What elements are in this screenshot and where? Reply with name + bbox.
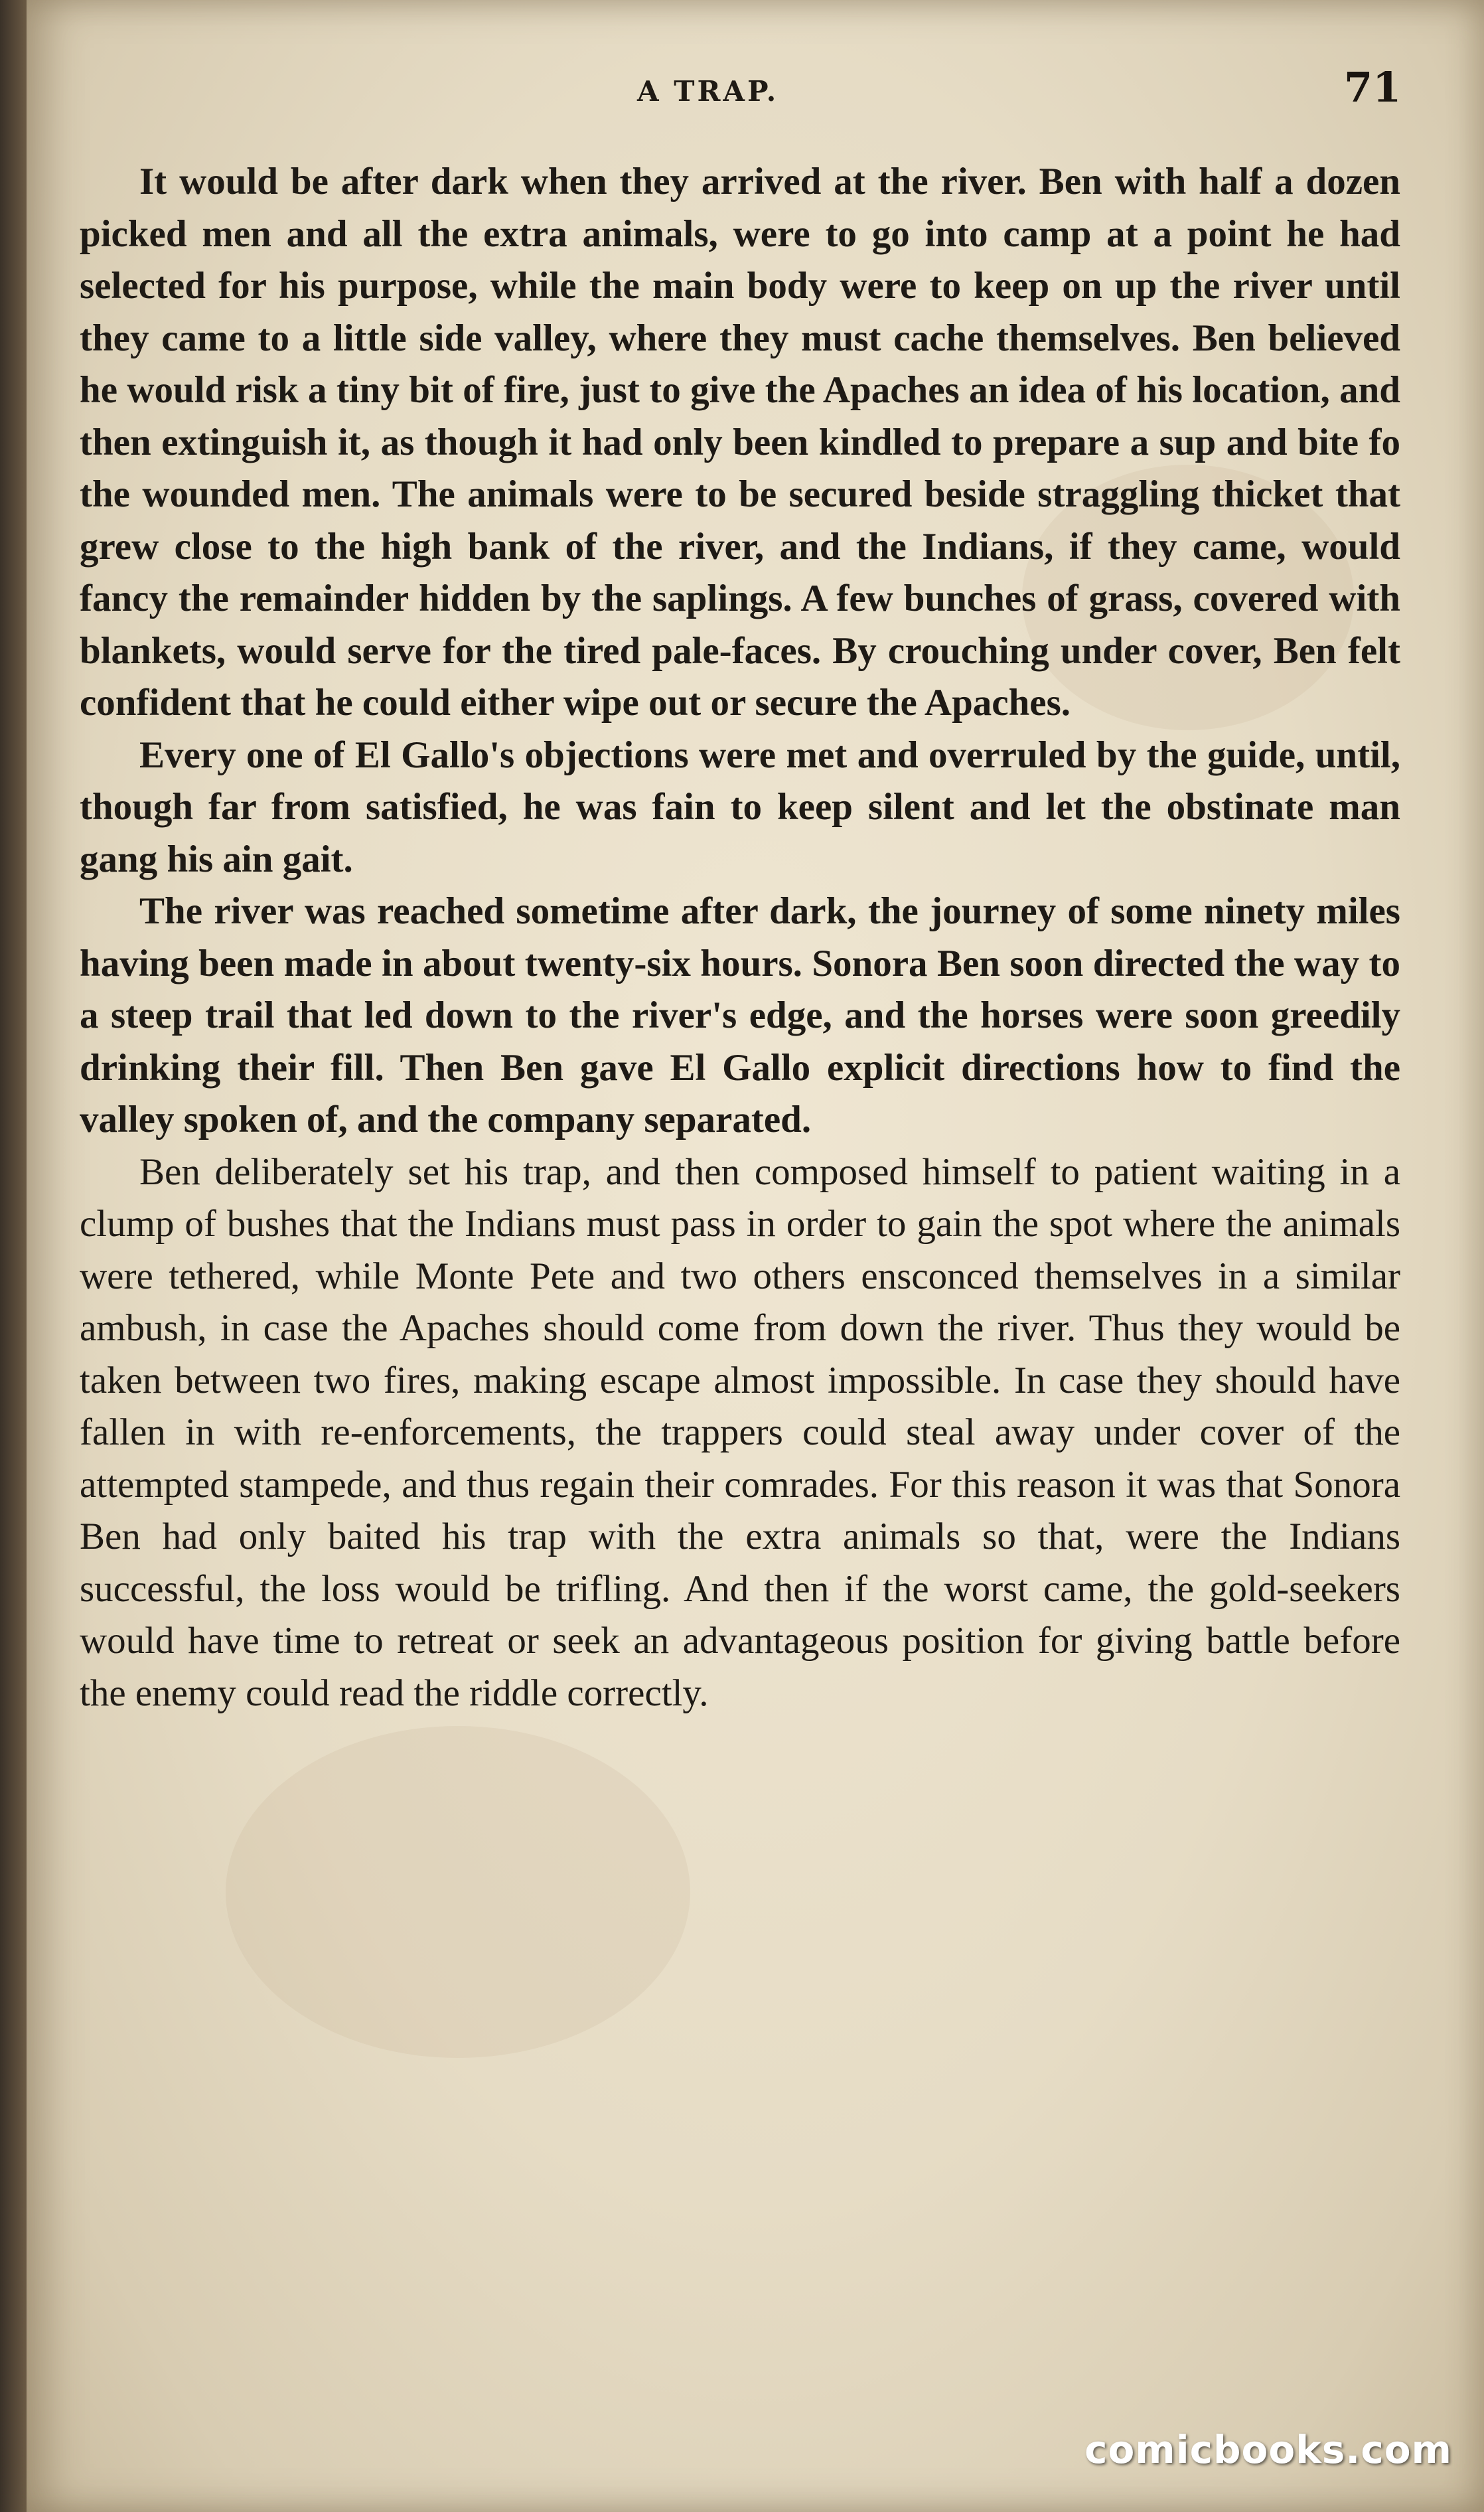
body-text <box>80 156 1400 1719</box>
paragraph: Every one of El Gallo's objections were met and overruled by the guide, until, though far from satisfied, he was fain to keep silent and let the obstinate man gang his ain gait. <box>80 734 1400 880</box>
paragraph: It would be after dark when they arrived at the river. Ben with half a dozen picked men and all the extra animals, were to go into camp at a point he had selected for his purpose, while the main body were to keep on up the river until they came to a little side valley, where they must cache themselves. Ben believed he would risk a tiny bit of fire, just to give the Apaches an idea of his location, and then extinguish it, as though it had only been kindled to prepare a sup and bite fo the wounded men. The animals were to be secured beside straggling thicket that grew close to the high bank of the river, and the Indians, if they came, would fancy the remainder hidden by the saplings. A few bunches of grass, covered with blankets, would serve for the tired pale-faces. By crouching under cover, Ben felt confident that he could either wipe out or secure the Apaches. <box>80 161 1400 724</box>
paragraph: Ben deliberately set his trap, and then composed himself to patient waiting in a clump of bushes that the Indians must pass in order to gain the spot where the animals were tethered, while Monte Pete and two others ensconced themselves in a similar ambush, in case the Apaches should come from down the river. Thus they would be taken between two fires, making escape almost impossible. In case they should have fallen in with re-enforcements, the trappers could steal away under cover of the attempted stampede, and thus regain their comrades. For this reason it was that Sonora Ben had only baited his trap with the extra animals so that, were the Indians successful, the loss would be trifling. And then if the worst came, the gold-seekers would have time to retreat or seek an advantageous position for giving battle before the enemy could read the riddle correctly. <box>80 1150 1400 1714</box>
page-number: 71 <box>1344 63 1402 112</box>
paragraph: The river was reached sometime after dark, the journey of some ninety miles having been made in about twenty-six hours. Sonora Ben soon directed the way to a steep trail that led down to the river's edge, and the horses were soon greedily drinking their fill. Then Ben gave El Gallo explicit directions how to find the valley spoken of, and the company separated. <box>80 890 1400 1140</box>
book-page <box>27 0 1484 2512</box>
chapter-title: A TRAP. <box>637 75 779 108</box>
watermark: comicbooks.com <box>1084 2427 1452 2472</box>
book-spine <box>0 0 27 2512</box>
paper-stain <box>226 1726 690 2058</box>
running-head <box>27 63 1484 116</box>
